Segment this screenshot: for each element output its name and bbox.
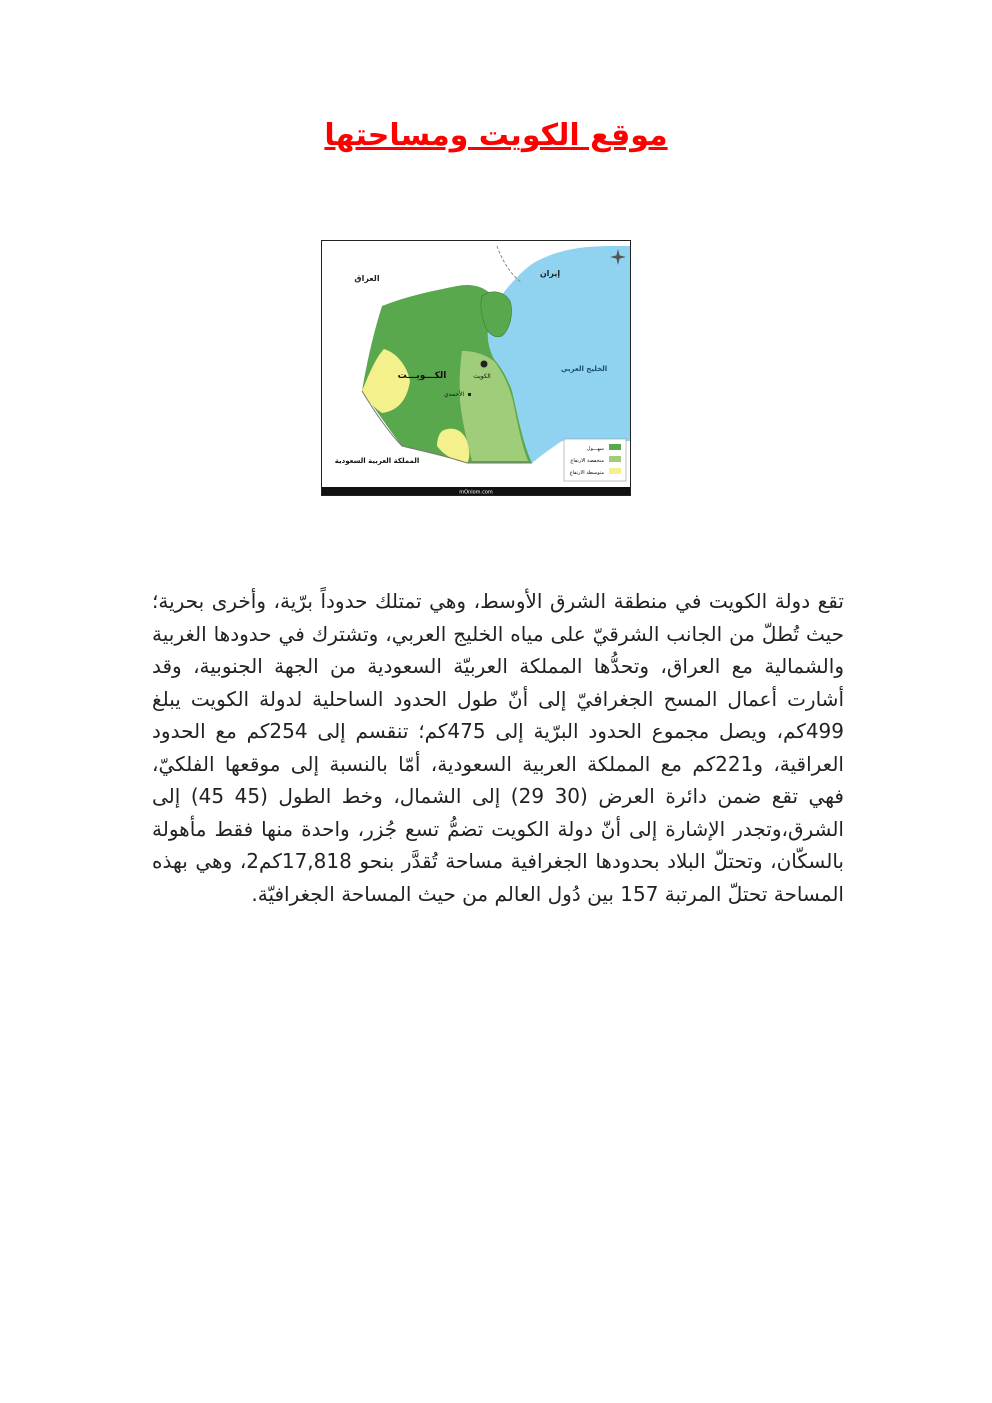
page-title: موقع الكويت ومساحتها xyxy=(324,118,668,153)
kuwait-city-marker xyxy=(481,361,488,368)
label-saudi: المملكة العربية السعودية xyxy=(334,457,420,465)
label-kuwait-city: الكويت xyxy=(473,373,491,380)
map-graphic xyxy=(322,241,630,495)
legend-item-plains: سهـــول xyxy=(586,446,604,452)
label-iran: إيران xyxy=(539,269,561,278)
label-gulf: الخليج العربي xyxy=(560,365,608,373)
ahmadi-marker xyxy=(468,393,471,396)
label-ahmadi: الأحمدي xyxy=(443,391,465,398)
map-credit: mOnlom.com xyxy=(459,489,493,495)
label-iraq: العراق xyxy=(354,274,380,283)
legend-item-low: منخفضة الارتفاع xyxy=(570,458,604,464)
map-legend xyxy=(564,439,626,481)
label-kuwait-country: الكـــويـــت xyxy=(397,371,447,381)
kuwait-map xyxy=(321,240,631,496)
legend-item-medium: متوسطة الارتفاع xyxy=(569,470,604,476)
body-paragraph: تقع دولة الكويت في منطقة الشرق الأوسط، وهي تمتلك حدوداً برّية، وأخرى بحرية؛ حيث تُطلّ من الجانب الشرقيّ على مياه الخليج العربي، وتشترك في حدودها الغربية والشمالية مع العراق، وتحدُّها المملكة العربيّة السعودية من الجهة الجنوبية، وقد أشارت أعمال المسح الجغرافيّ إلى أنّ طول الحدود الساحلية لدولة الكويت يبلغ 499كم، ويصل مجموع الحدود البرّية إلى 475كم؛ تنقسم إلى 254كم مع الحدود العراقية، و221كم مع المملكة العربية السعودية، أمّا بالنسبة إلى موقعها الفلكيّ، فهي تقع ضمن دائرة العرض (30 29) إلى الشمال، وخط الطول (45 45) إلى الشرق،وتجدر الإشارة إلى أنّ دولة الكويت تضمُّ تسع جُزر، واحدة منها فقط مأهولة بالسكّان، وتحتلّ البلاد بحدودها الجغرافية مساحة تُقدَّر بنحو 17,818كم2، وهي بهذه المساحة تحتلّ المرتبة 157 بين دُول العالم من حيث المساحة الجغرافيّة. xyxy=(152,589,845,906)
